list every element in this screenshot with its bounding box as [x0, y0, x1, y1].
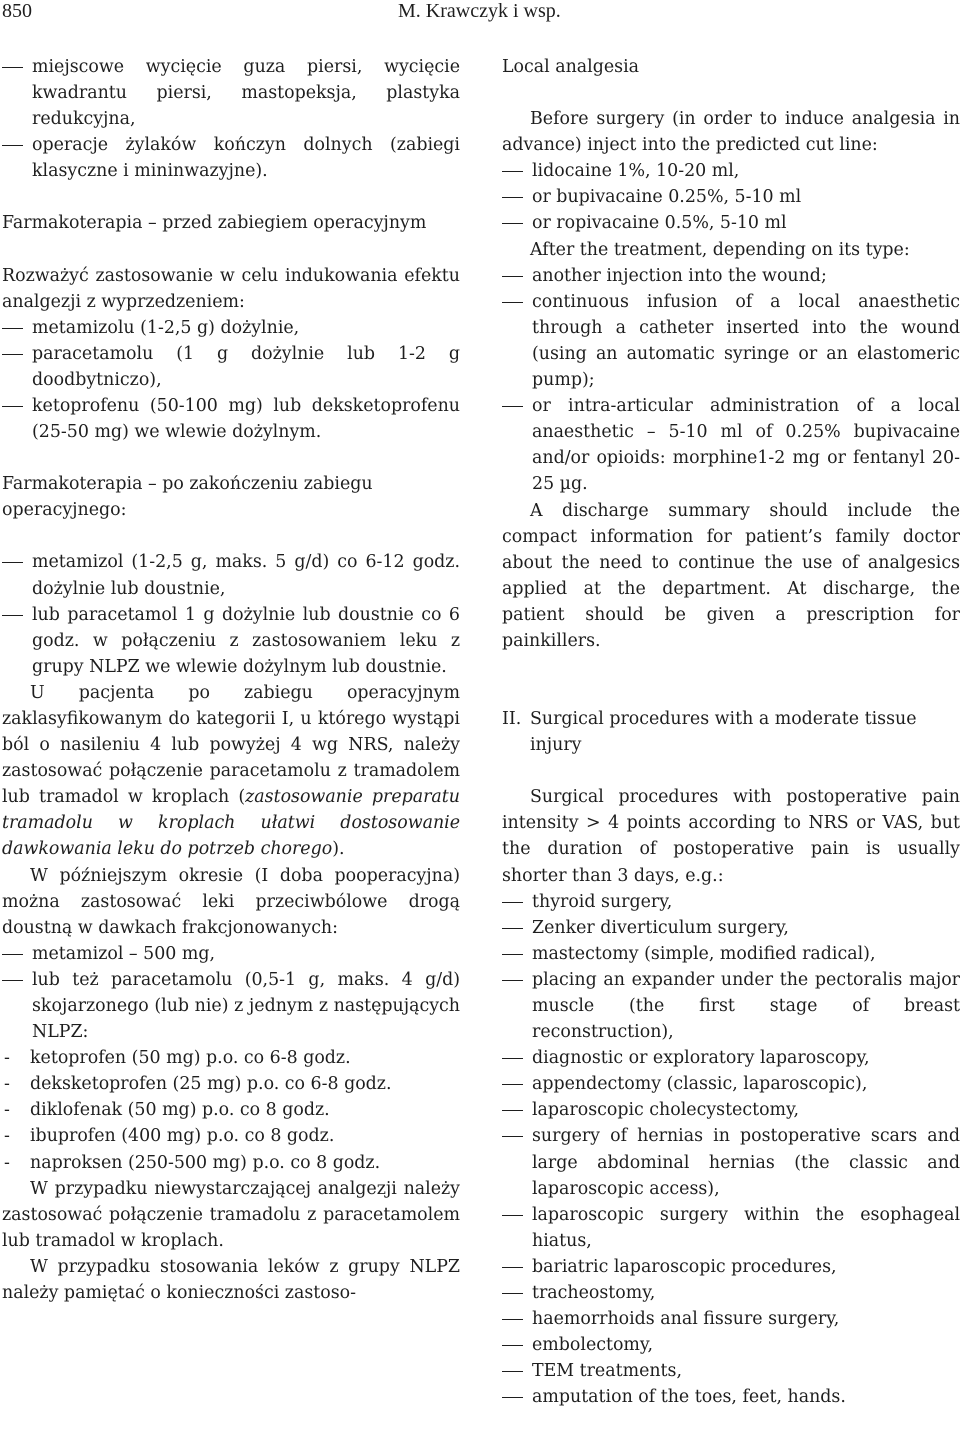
list-item: or ropivacaine 0.5%, 5-10 ml — [502, 210, 960, 236]
list-item: ketoprofenu (50-100 mg) lub deksketoprofenu (25-50 mg) we wlewie dożylnym. — [2, 393, 460, 445]
section-heading-pre: Farmakoterapia – przed zabiegiem operacyjnym — [2, 213, 427, 234]
list-item: metamizolu (1-2,5 g) dożylnie, — [2, 315, 460, 341]
list-item: haemorrhoids anal fissure surgery, — [502, 1306, 960, 1332]
list-item: metamizol – 500 mg, — [2, 941, 460, 967]
running-title: M. Krawczyk i wsp. — [398, 0, 561, 22]
list-item: tracheostomy, — [502, 1280, 960, 1306]
list-item: laparoscopic cholecystectomy, — [502, 1097, 960, 1123]
list-item: another injection into the wound; — [502, 263, 960, 289]
right-column — [502, 54, 960, 1411]
list-item: Zenker diverticulum surgery, — [502, 915, 960, 941]
list-item: or intra-articular administration of a local anaesthetic – 5-10 ml of 0.25% bupivacaine and/or opioids: morphine1-2 mg or fentanyl 20-25 µg. — [502, 393, 960, 497]
list-item: continuous infusion of a local anaesthetic through a catheter inserted into the wound (using an automatic syringe or an elastomeric pump); — [502, 289, 960, 393]
paragraph: Surgical procedures with postoperative pain intensity > 4 points according to NRS or VAS, but the duration of postoperative pain is usually shorter than 3 days, e.g.: — [502, 787, 960, 886]
list-item: operacje żylaków kończyn dolnych (zabiegi klasyczne i mininwazyjne). — [2, 132, 460, 184]
paragraph: W przypadku niewystarczającej analgezji należy zastosować połączenie tramadolu z paracetamolem lub tramadol w kroplach. — [2, 1178, 460, 1251]
paragraph: W przypadku stosowania leków z grupy NLPZ należy pamiętać o konieczności zastoso- — [2, 1256, 460, 1304]
paragraph: Before surgery (in order to induce analgesia in advance) inject into the predicted cut line: — [502, 109, 960, 156]
list-item: - diklofenak (50 mg) p.o. co 8 godz. — [2, 1097, 460, 1123]
paragraph: W późniejszym okresie (I doba pooperacyjna) można zastosować leki przeciwbólowe drogą doustną w dawkach frakcjonowanych: — [2, 865, 460, 938]
list-item: miejscowe wycięcie guza piersi, wycięcie kwadrantu piersi, mastopeksja, plastyka redukcyjna, — [2, 54, 460, 132]
paragraph: U pacjenta po zabiegu operacyjnym zaklasyfikowanym do kategorii I, u którego wystąpi ból o nasileniu 4 lub powyżej 4 wg NRS, należy zastosować połączenie paracetamolu z tramadolem lub tramadol w kroplach (zastosowanie preparatu tramadolu w kroplach ułatwi dostosowanie dawkowania leku do potrzeb chorego). — [2, 682, 460, 860]
later-drug-list — [2, 941, 460, 1045]
list-item: diagnostic or exploratory laparoscopy, — [502, 1045, 960, 1071]
list-item: paracetamolu (1 g dożylnie lub 1-2 g doodbytniczo), — [2, 341, 460, 393]
list-item: TEM treatments, — [502, 1358, 960, 1384]
list-item: - naproksen (250-500 mg) p.o. co 8 godz. — [2, 1150, 460, 1176]
list-item: mastectomy (simple, modified radical), — [502, 941, 960, 967]
post-drug-list — [2, 549, 460, 679]
list-item: lub też paracetamolu (0,5-1 g, maks. 4 g/d) skojarzonego (lub nie) z jednym z następujących NLPZ: — [2, 967, 460, 1045]
list-item: - ibuprofen (400 mg) p.o. co 8 godz. — [2, 1123, 460, 1149]
list-item: placing an expander under the pectoralis major muscle (the first stage of breast reconstruction), — [502, 967, 960, 1045]
list-item: or bupivacaine 0.25%, 5-10 ml — [502, 184, 960, 210]
italic-note: zastosowanie preparatu tramadolu w kroplach ułatwi dostosowanie dawkowania leku do potrzeb chorego — [2, 787, 460, 860]
page-number: 850 — [2, 0, 32, 22]
paragraph: A discharge summary should include the compact information for patient’s family doctor about the need to continue the use of analgesics applied at the department. At discharge, the patient should be given a prescription for painkillers. — [502, 500, 960, 651]
paragraph: Rozważyć zastosowanie w celu indukowania efektu analgezji z wyprzedzeniem: — [2, 265, 460, 312]
list-item: metamizol (1-2,5 g, maks. 5 g/d) co 6-12 godz. dożylnie lub doustnie, — [2, 549, 460, 601]
list-item: surgery of hernias in postoperative scars and large abdominal hernias (the classic and laparoscopic access), — [502, 1123, 960, 1201]
paragraph: After the treatment, depending on its type: — [530, 239, 910, 260]
section-heading-II — [502, 706, 960, 758]
list-item: thyroid surgery, — [502, 889, 960, 915]
list-item: appendectomy (classic, laparoscopic), — [502, 1071, 960, 1097]
list-item: - ketoprofen (50 mg) p.o. co 6-8 godz. — [2, 1045, 460, 1071]
local-analgesia-list — [502, 158, 960, 236]
after-treatment-list — [502, 263, 960, 498]
section-title: Surgical procedures with a moderate tissue injury — [530, 709, 917, 756]
left-column — [2, 54, 460, 1306]
section-heading-post: Farmakoterapia – po zakończeniu zabiegu operacyjnego: — [2, 474, 373, 521]
list-item: amputation of the toes, feet, hands. — [502, 1384, 960, 1410]
list-item: laparoscopic surgery within the esophageal hiatus, — [502, 1202, 960, 1254]
list-item: - deksketoprofen (25 mg) p.o. co 6-8 godz. — [2, 1071, 460, 1097]
nsaid-list — [2, 1045, 460, 1175]
page-header — [0, 0, 960, 30]
section-number: II. — [502, 709, 522, 730]
pre-drug-list — [2, 315, 460, 445]
list-item: lub paracetamol 1 g dożylnie lub doustnie co 6 godz. w połączeniu z zastosowaniem leku z grupy NLPZ we wlewie dożylnym lub doustnie. — [2, 602, 460, 680]
list-item: bariatric laparoscopic procedures, — [502, 1254, 960, 1280]
procedure-list — [502, 889, 960, 1411]
list-item: embolectomy, — [502, 1332, 960, 1358]
intro-list — [2, 54, 460, 184]
list-item: lidocaine 1%, 10-20 ml, — [502, 158, 960, 184]
section-heading-local-analgesia: Local analgesia — [502, 57, 639, 77]
